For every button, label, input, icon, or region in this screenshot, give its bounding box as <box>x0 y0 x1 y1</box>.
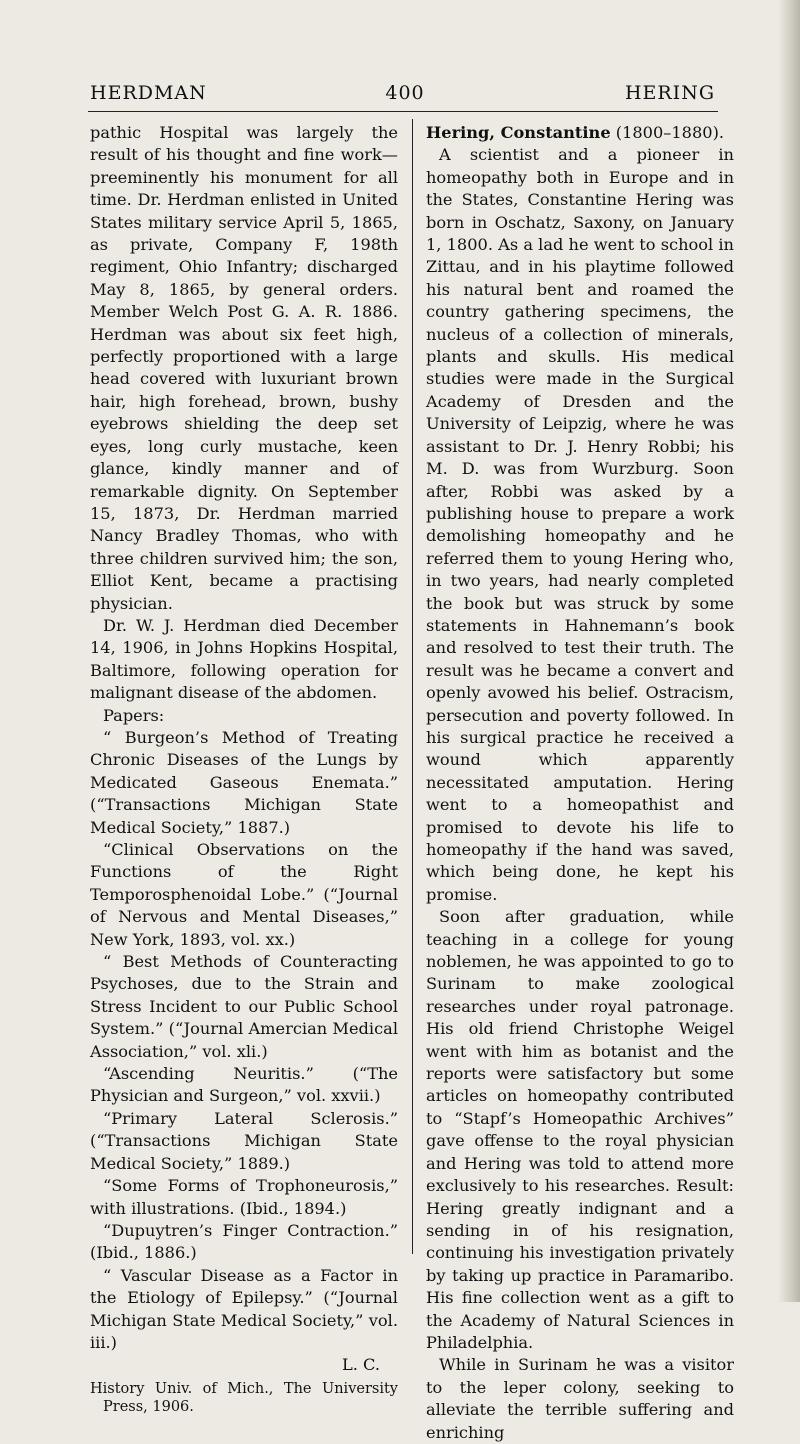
header-left-name: HERDMAN <box>90 82 207 104</box>
page-number: 400 <box>385 82 425 104</box>
source-note: History Univ. of Mich., The University Press, 1906. <box>90 1380 398 1415</box>
right-column <box>426 122 734 1444</box>
paper-citation: “Primary Lateral Sclerosis.” (“Transactions Michigan State Medical Society,” 1889.) <box>90 1108 398 1173</box>
paper-citation: “Dupuytren’s Finger Contraction.” (Ibid., 1886.) <box>90 1220 398 1263</box>
entry-title: Hering, Constantine <box>426 123 611 142</box>
paper-citation: “Ascending Neuritis.” (“The Physician and Surgeon,” vol. xxvii.) <box>90 1064 398 1106</box>
header-rule <box>88 111 718 112</box>
running-header <box>90 82 715 108</box>
paragraph: Soon after graduation, while teaching in a college for young noblemen, he was appointed to go to Surinam to make zoological researches under royal patronage. His old friend Christophe Weigel went with him as botanist and the reports were satisfactory but some articles on homeopathy contributed to “Stapf’s Homeopathic Archives” gave offense to the royal physician and Hering was told to attend more exclusively to his researches. Result: Hering greatly indignant and a sending in of his resignation, continuing his investigation privately by taking up practice in Paramaribo. His fine collection went as a gift to the Academy of Natural Sciences in Philadelphia. <box>426 907 734 1352</box>
column-divider <box>412 119 413 1254</box>
paper-citation: “ Best Methods of Counteracting Psychoses, due to the Strain and Stress Incident to our Public School System.” (“Journal Amercian Medical Association,” vol. xli.) <box>90 952 398 1061</box>
paper-citation: “ Burgeon’s Method of Treating Chronic Diseases of the Lungs by Medicated Gaseous Enemata.” (“Transactions Michigan State Medical Society,” 1887.) <box>90 727 398 837</box>
paragraph: pathic Hospital was largely the result of his thought and fine work—preeminently his monument for all time. Dr. Herdman enlisted in United States military service April 5, 1865, as private, Company F, 198th regiment, Ohio Infantry; discharged May 8, 1865, by general orders. Member Welch Post G. A. R. 1886. Herdman was about six feet high, perfectly proportioned with a large head covered with luxuriant brown hair, high forehead, brown, bushy eyebrows shielding the deep set eyes, long curly mustache, keen glance, kindly manner and of remarkable dignity. On September 15, 1873, Dr. Herdman married Nancy Bradley Thomas, who with three children survived him; the son, Elliot Kent, became a practising physician. <box>90 123 398 613</box>
paragraph: Dr. W. J. Herdman died December 14, 1906, in Johns Hopkins Hospital, Baltimore, following operation for malignant disease of the abdomen. <box>90 615 398 703</box>
paragraph: While in Surinam he was a visitor to the leper colony, seeking to alleviate the terrible suffering and enriching <box>426 1355 734 1442</box>
author-signature: L. C. <box>342 1355 380 1375</box>
header-right-name: HERING <box>624 82 715 104</box>
paragraph: A scientist and a pioneer in homeopathy both in Europe and in the States, Constantine Hering was born in Oschatz, Saxony, on January 1, 1800. As a lad he went to school in Zittau, and in his playtime followed his natural bent and roamed the country gathering specimens, the nucleus of a collection of minerals, plants and skulls. His medical studies were made in the Surgical Academy of Dresden and the University of Leipzig, where he was assistant to Dr. J. Henry Robbi; his M. D. was from Wurzburg. Soon after, Robbi was asked by a publishing house to prepare a work demolishing homeopathy and he referred them to young Hering who, in two years, had nearly completed the book but was struck by some statements in Hahnemann’s book and resolved to test their truth. The result was he became a convert and openly avowed his belief. Ostracism, persecution and poverty followed. In his surgical practice he received a wound which apparently necessitated amputation. Hering went to a homeopathist and promised to devote his life to homeopathy if the hand was saved, which being done, he kept his promise. <box>426 145 734 904</box>
left-column <box>90 122 398 1416</box>
paper-citation: “ Vascular Disease as a Factor in the Etiology of Epilepsy.” (“Journal Michigan State Medical Society,” vol. iii.) <box>90 1265 398 1352</box>
paper-citation: “Some Forms of Trophoneurosis,” with illustrations. (Ibid., 1894.) <box>90 1176 398 1218</box>
paper-citation: “Clinical Observations on the Functions of the Right Temporosphenoidal Lobe.” (“Journal of Nervous and Mental Diseases,” New York, 1893, vol. xx.) <box>90 840 398 949</box>
entry-heading <box>426 122 734 144</box>
entry-dates: (1800–1880). <box>610 123 725 142</box>
page-edge-shadow <box>778 0 800 1302</box>
papers-heading: Papers: <box>103 705 165 725</box>
